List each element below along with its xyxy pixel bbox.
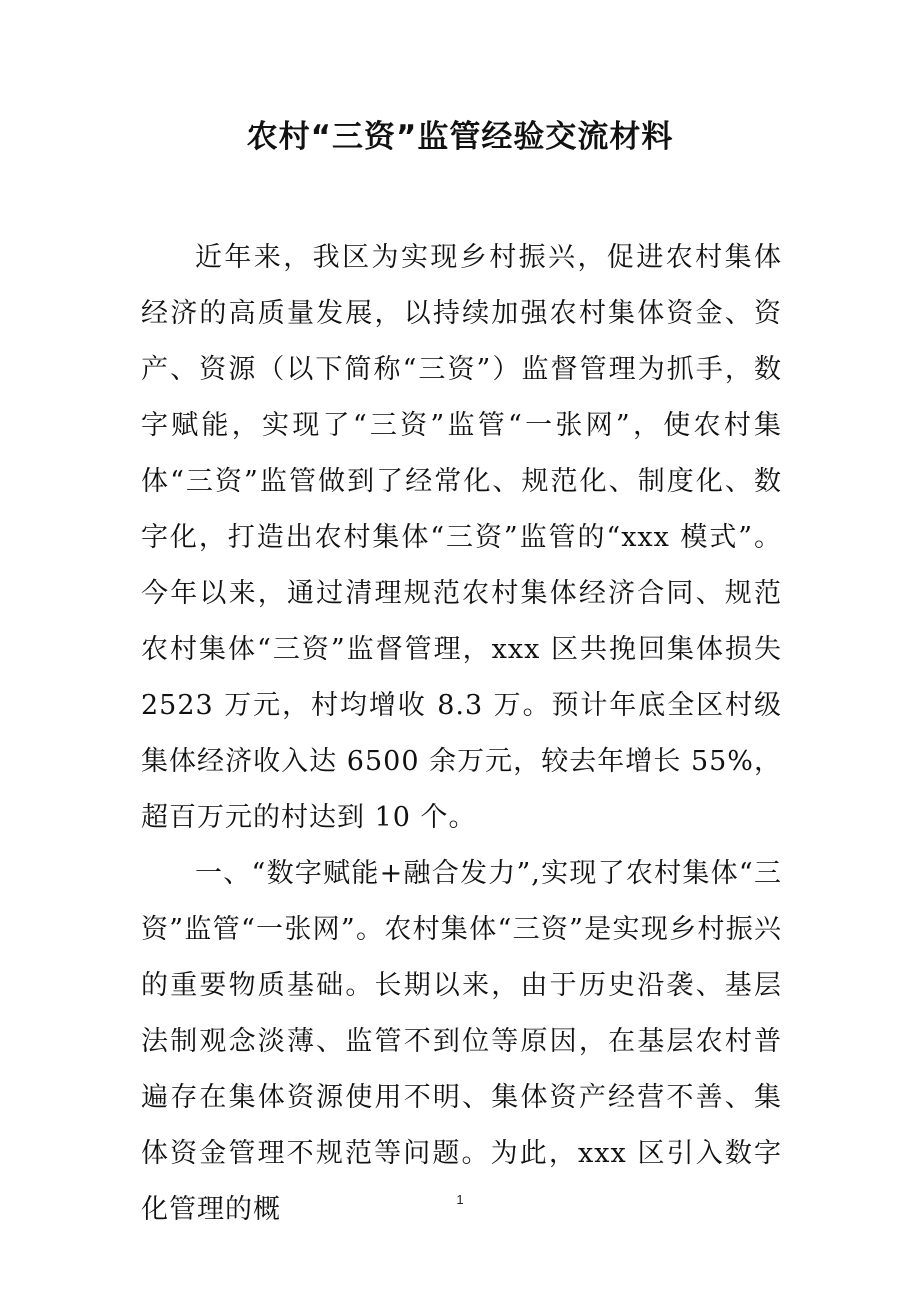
document-body [141,230,782,1238]
paragraph-intro: 近年来，我区为实现乡村振兴，促进农村集体经济的高质量发展，以持续加强农村集体资金、资产、资源（以下简称“三资”）监督管理为抓手，数字赋能，实现了“三资”监管“一张网”，使农村集体“三资”监管做到了经常化、规范化、制度化、数字化，打造出农村集体“三资”监管的“xxx 模式”。今年以来，通过清理规范农村集体经济合同、规范农村集体“三资”监督管理，xxx 区共挽回集体损失 2523 万元，村均增收 8.3 万。预计年底全区村级集体经济收入达 6500 余万元，较去年增长 55%，超百万元的村达到 10 个。 [141,242,782,833]
paragraph-section-one: 一、“数字赋能+融合发力”,实现了农村集体“三资”监管“一张网”。农村集体“三资”是实现乡村振兴的重要物质基础。长期以来，由于历史沿袭、基层法制观念淡薄、监管不到位等原因，在基层农村普遍存在集体资源使用不明、集体资产经营不善、集体资金管理不规范等问题。为此，xxx 区引入数字化管理的概 [141,858,782,1225]
page-number: 1 [456,1192,464,1207]
document-title: 农村“三资”监管经验交流材料 [246,119,674,155]
